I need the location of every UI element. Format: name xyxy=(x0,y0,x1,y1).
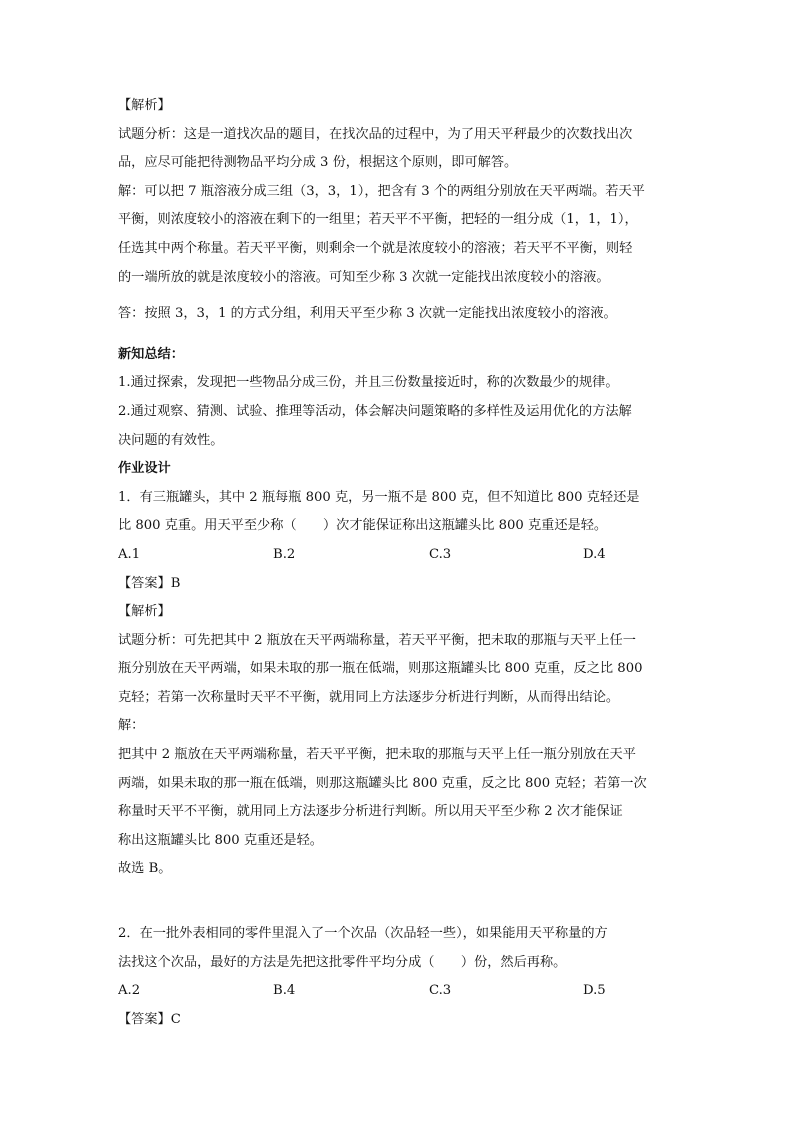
option-a: A.2 xyxy=(118,983,141,999)
question-1-options xyxy=(118,541,678,570)
option-c: C.3 xyxy=(429,546,452,562)
summary-item: 决问题的有效性。 xyxy=(118,432,224,448)
option-d: D.4 xyxy=(583,546,606,562)
question-1-analysis-line: 两端，如果未取的那一瓶在低端，则那这瓶罐头比 800 克重，反之比 800 克轻；若第一次 xyxy=(118,775,647,791)
question-2-options xyxy=(118,977,678,1006)
summary-item: 1.通过探索，发现把一些物品分成三份，并且三份数量接近时，称的次数最少的规律。 xyxy=(118,375,619,391)
question-1-analysis-line: 故选 B。 xyxy=(118,861,172,877)
option-d: D.5 xyxy=(583,983,606,999)
summary-heading: 新知总结： xyxy=(118,346,184,362)
option-b: B.2 xyxy=(273,546,296,562)
question-1-analysis-line: 把其中 2 瓶放在天平两端称量，若天平平衡，把未取的那瓶与天平上任一瓶分别放在天平 xyxy=(118,747,636,763)
summary-item: 2.通过观察、猜测、试验、推理等活动，体会解决问题策略的多样性及运用优化的方法解 xyxy=(118,403,632,419)
analysis-line: 试题分析：这是一道找次品的题目，在找次品的过程中，为了用天平秤最少的次数找出次 xyxy=(118,126,633,142)
question-1-analysis-line: 称出这瓶罐头比 800 克重还是轻。 xyxy=(118,832,323,848)
question-1-analysis-heading: 【解析】 xyxy=(118,604,171,620)
question-2-text: 2．在一批外表相同的零件里混入了一个次品（次品轻一些），如果能用天平称量的方 xyxy=(118,926,608,942)
analysis-line: 平衡，则浓度较小的溶液在剩下的一组里；若天平不平衡，把轻的一组分成（1，1，1）， xyxy=(118,212,638,228)
question-1-analysis-line: 克轻；若第一次称量时天平不平衡，就用同上方法逐步分析进行判断，从而得出结论。 xyxy=(118,689,620,705)
question-1-text: 比 800 克重。用天平至少称（ ）次才能保证称出这瓶罐头比 800 克重还是轻。 xyxy=(118,518,608,534)
analysis-line: 品，应尽可能把待测物品平均分成 3 份，根据这个原则，即可解答。 xyxy=(118,155,518,171)
question-1-analysis-line: 称量时天平不平衡，就用同上方法逐步分析进行判断。所以用天平至少称 2 次才能保证 xyxy=(118,804,623,820)
analysis-line: 解：可以把 7 瓶溶液分成三组（3，3，1），把含有 3 个的两组分别放在天平两端。若天平 xyxy=(118,183,645,199)
analysis-line: 的一端所放的就是浓度较小的溶液。可知至少称 3 次就一定能找出浓度较小的溶液。 xyxy=(118,269,610,285)
option-b: B.4 xyxy=(273,983,296,999)
question-1-answer: 【答案】B xyxy=(118,575,181,591)
option-a: A.1 xyxy=(118,546,141,562)
analysis-line: 任选其中两个称量。若天平平衡，则剩余一个就是浓度较小的溶液；若天平不平衡，则轻 xyxy=(118,240,633,256)
question-1-analysis-line: 瓶分别放在天平两端，如果未取的那一瓶在低端，则那这瓶罐头比 800 克重，反之比 800 xyxy=(118,661,643,677)
question-1-analysis-line: 解： xyxy=(118,718,145,734)
option-c: C.3 xyxy=(429,983,452,999)
analysis-answer: 答：按照 3，3，1 的方式分组，利用天平至少称 3 次就一定能找出浓度较小的溶液。 xyxy=(118,306,617,322)
question-1-analysis-line: 试题分析：可先把其中 2 瓶放在天平两端称量，若天平平衡，把未取的那瓶与天平上任一 xyxy=(118,632,636,648)
homework-heading: 作业设计 xyxy=(118,461,171,477)
question-2-text: 法找这个次品，最好的方法是先把这批零件平均分成（ ）份，然后再称。 xyxy=(118,954,567,970)
document-content xyxy=(118,92,678,1034)
question-2-answer: 【答案】C xyxy=(118,1011,181,1027)
analysis-heading: 【解析】 xyxy=(118,98,171,113)
question-1-text: 1．有三瓶罐头，其中 2 瓶每瓶 800 克，另一瓶不是 800 克，但不知道比 800 克轻还是 xyxy=(118,489,640,505)
